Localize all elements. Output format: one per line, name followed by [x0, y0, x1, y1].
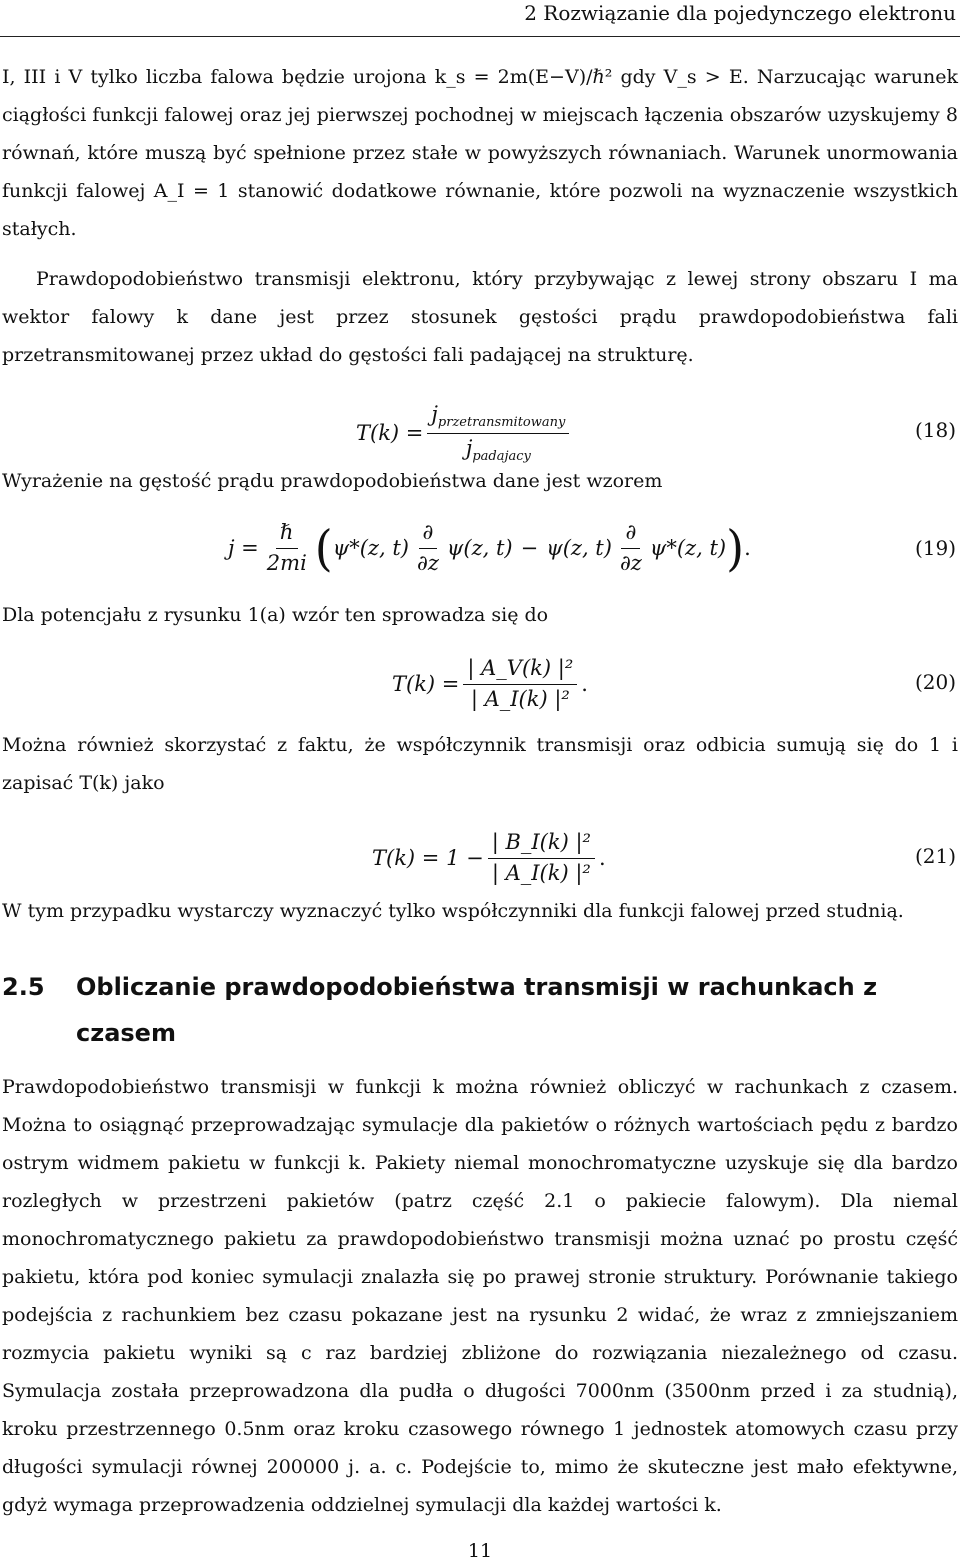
paragraph-3: Wyrażenie na gęstość prądu prawdopodobieństwa dane jest wzorem — [2, 470, 663, 492]
eq19-d1-num: ∂ — [419, 520, 438, 548]
equation-19 — [0, 508, 960, 588]
eq19-minus: − — [520, 536, 539, 560]
header-rule — [0, 36, 960, 37]
eq18-denominator-sub: padajacy — [472, 448, 531, 464]
eq20-lhs: T(k) = — [392, 672, 460, 696]
eq18-fraction — [427, 402, 569, 465]
eq19-d2-num: ∂ — [621, 520, 640, 548]
eq20-fraction — [463, 656, 577, 711]
eq19-label: (19) — [914, 536, 956, 560]
eq21-denominator: | A_I(k) |² — [491, 860, 591, 885]
eq20-label: (20) — [914, 670, 956, 694]
eq19-d1-den: ∂z — [416, 550, 439, 575]
eq18-numerator: j — [431, 401, 438, 426]
eq20-period: . — [581, 672, 588, 696]
paragraph-4: Dla potencjału z rysunku 1(a) wzór ten sprowadza się do — [2, 604, 549, 626]
eq21-period: . — [598, 846, 606, 870]
eq20-numerator: | A_V(k) |² — [463, 656, 577, 684]
eq18-numerator-sub: przetransmitowany — [437, 414, 566, 430]
page-number: 11 — [467, 1540, 493, 1562]
paragraph-7: Prawdopodobieństwo transmisji w funkcji k można również obliczyć w rachunkach z czasem. Można to osiągnąć przeprowadzając symulacje dla pakietów o różnych wartościach pędu z bardzo ostrym widmem pakietu w funkcji k. Pakiety niemal monochromatyczne uzyskuje się dla bardzo rozległych w przestrzeni pakietów (patrz część 2.1 o pakiecie falowym). Dla niemal monochromatycznego pakietu za prawdopodobieństwo transmisji można uznać po prostu część pakietu, która pod koniec symulacji znalazła się po prawej stronie struktury. Porównanie takiego podejścia z rachunkiem bez czasu pokazane jest na rysunku 2 widać, że wraz z zmniejszaniem rozmycia pakietu wyniki są c raz bardziej zbliżone do rozwiązania niezależnego od czasu. Symulacja została przeprowadzona dla pudła o długości 7000nm (3500nm przed i za studnią), kroku przestrzennego 0.5nm oraz kroku czasowego równego 1 jednostek atomowych czasu przy długości symulacji równej 200000 j. a. c. Podejście to, mimo że skuteczne jest mało efektywne, gdyż wymaga przeprowadzenia oddzielnej symulacji dla każdej wartości k. — [2, 1076, 958, 1516]
paragraph-2: Prawdopodobieństwo transmisji elektronu, który przybywając z lewej strony obszaru I ma wektor falowy k dane jest przez stosunek gęstości prądu prawdopodobieństwa fali przetransmitowanej przez układ do gęstości fali padającej na strukturę. — [2, 268, 958, 366]
eq18-lhs: T(k) = — [356, 421, 424, 445]
eq19-term1a: ψ*(z, t) — [332, 536, 409, 560]
eq21-fraction — [488, 830, 595, 885]
section-heading — [2, 964, 957, 1060]
eq19-period: . — [744, 536, 751, 560]
eq19-term2b: ψ*(z, t) — [649, 536, 727, 560]
section-number: 2.5 — [2, 973, 45, 1001]
eq19-term1b: ψ(z, t) — [446, 536, 513, 560]
running-header: 2 Rozwiązanie dla pojedynczego elektronu — [524, 1, 956, 25]
eq19-2mi: 2mi — [266, 550, 307, 575]
eq19-derivative-1 — [413, 520, 443, 575]
eq18-label: (18) — [914, 418, 956, 442]
eq21-lhs: T(k) = 1 − — [372, 846, 484, 870]
section-title: Obliczanie prawdopodobieństwa transmisji w rachunkach z czasem — [76, 973, 878, 1047]
eq19-term2a: ψ(z, t) — [546, 536, 612, 560]
paragraph-6: W tym przypadku wystarczy wyznaczyć tylko współczynniki dla funkcji falowej przed studnią. — [2, 900, 904, 922]
eq20-denominator: | A_I(k) |² — [470, 686, 570, 711]
equation-20 — [0, 646, 960, 722]
eq19-d2-den: ∂z — [619, 550, 642, 575]
eq19-left-paren: ( — [314, 519, 333, 577]
eq18-denominator: j — [465, 435, 473, 460]
eq19-lhs: j = — [228, 536, 259, 560]
eq19-hbar: ℏ — [276, 520, 298, 548]
equation-21 — [0, 820, 960, 896]
eq19-right-paren: ) — [726, 519, 745, 577]
eq21-label: (21) — [914, 844, 956, 868]
equation-18 — [0, 398, 960, 468]
eq21-numerator: | B_I(k) |² — [488, 830, 595, 858]
eq19-derivative-2 — [616, 520, 646, 575]
paragraph-1: I, III i V tylko liczba falowa będzie urojona k_s = 2m(E−V)/ℏ² gdy V_s > E. Narzucając warunek ciągłości funkcji falowej oraz jej pierwszej pochodnej w miejscach łączenia obszarów uzyskujemy 8 równań, które muszą być spełnione przez stałe w powyższych równaniach. Warunek unormowania funkcji falowej A_I = 1 stanowić dodatkowe równanie, które pozwoli na wyznaczenie wszystkich stałych. — [2, 66, 958, 240]
eq19-prefactor — [263, 520, 311, 575]
paragraph-5: Można również skorzystać z faktu, że współczynnik transmisji oraz odbicia sumują się do 1 i zapisać T(k) jako — [2, 734, 958, 794]
